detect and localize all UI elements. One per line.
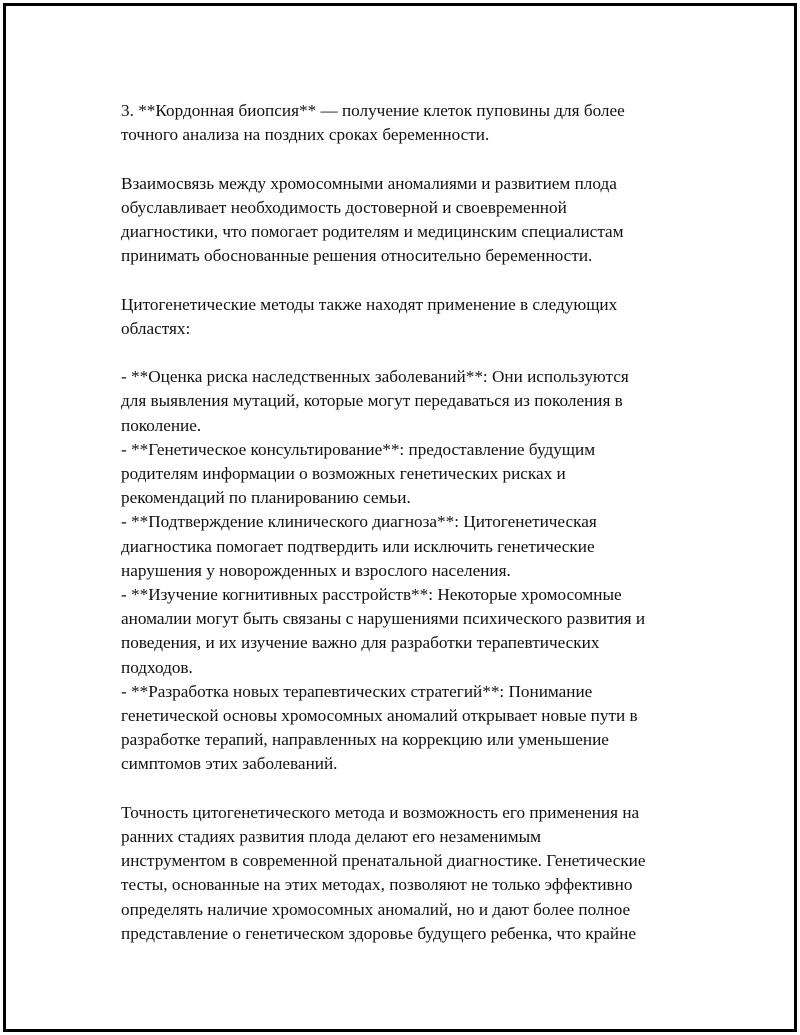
- document-body: [121, 99, 701, 970]
- text-line: определять наличие хромосомных аномалий, но и дают более полное: [121, 899, 631, 919]
- text-line: обуславливает необходимость достоверной и своевременной: [121, 197, 567, 217]
- text-line: разработке терапий, направленных на коррекцию или уменьшение: [121, 730, 609, 750]
- text-line: нарушения у новорожденных и взрослого населения.: [121, 560, 511, 580]
- text-line: родителям информации о возможных генетических рисках и: [121, 464, 566, 483]
- list-item-cognitive-disorders: [121, 583, 701, 680]
- text-line: диагностики, что помогает родителям и медицинским специалистам: [121, 222, 624, 241]
- text-line: областях:: [121, 318, 191, 338]
- text-line: аномалии могут быть связаны с нарушениями психического развития и: [121, 609, 646, 629]
- text-line: - **Подтверждение клинического диагноза**: Цитогенетическая: [121, 512, 597, 532]
- text-line: Точность цитогенетического метода и возможность его применения на: [121, 802, 640, 822]
- text-line: ранних стадиях развития плода делают его незаменимым: [121, 827, 542, 847]
- text-line: принимать обоснованные решения относительно беременности.: [121, 246, 593, 266]
- text-line: представление о генетическом здоровье будущего ребенка, что крайне: [121, 923, 636, 943]
- paragraph-relationship: [121, 172, 701, 269]
- page-frame: [3, 3, 797, 1032]
- applications-list: [121, 365, 701, 776]
- text-line: - **Оценка риска наследственных заболеваний**: Они используются: [121, 367, 629, 387]
- text-line: поведения, и их изучение важно для разработки терапевтических: [121, 633, 600, 653]
- text-line: - **Генетическое консультирование**: предоставление будущим: [121, 439, 596, 459]
- paragraph-cordocentesis: [121, 99, 701, 147]
- text-line: подходов.: [121, 657, 193, 677]
- text-line: Взаимосвязь между хромосомными аномалиями и развитием плода: [121, 173, 617, 193]
- text-line: Цитогенетические методы также находят применение в следующих: [121, 294, 618, 314]
- text-line: для выявления мутаций, которые могут передаваться из поколения в: [121, 391, 623, 411]
- text-line: - **Изучение когнитивных расстройств**: Некоторые хромосомные: [121, 585, 622, 605]
- text-line: - **Разработка новых терапевтических стратегий**: Понимание: [121, 681, 593, 701]
- text-line: рекомендаций по планированию семьи.: [121, 488, 411, 508]
- list-item-genetic-counseling: [121, 438, 701, 511]
- text-line: инструментом в современной пренатальной диагностике. Генетические: [121, 851, 646, 871]
- text-line: 3. **Кордонная биопсия** — получение клеток пуповины для более: [121, 101, 625, 120]
- text-line: поколение.: [121, 415, 202, 435]
- text-line: симптомов этих заболеваний.: [121, 754, 338, 774]
- text-line: диагностика помогает подтвердить или исключить генетические: [121, 536, 595, 556]
- list-item-diagnosis-confirmation: [121, 510, 701, 583]
- text-line: тесты, основанные на этих методах, позволяют не только эффективно: [121, 875, 633, 895]
- paragraph-applications-intro: [121, 293, 701, 341]
- text-line: точного анализа на поздних сроках беременности.: [121, 125, 490, 145]
- list-item-risk-assessment: [121, 365, 701, 438]
- text-line: генетической основы хромосомных аномалий открывает новые пути в: [121, 706, 638, 726]
- paragraph-accuracy: [121, 801, 701, 946]
- list-item-therapeutic-strategies: [121, 680, 701, 777]
